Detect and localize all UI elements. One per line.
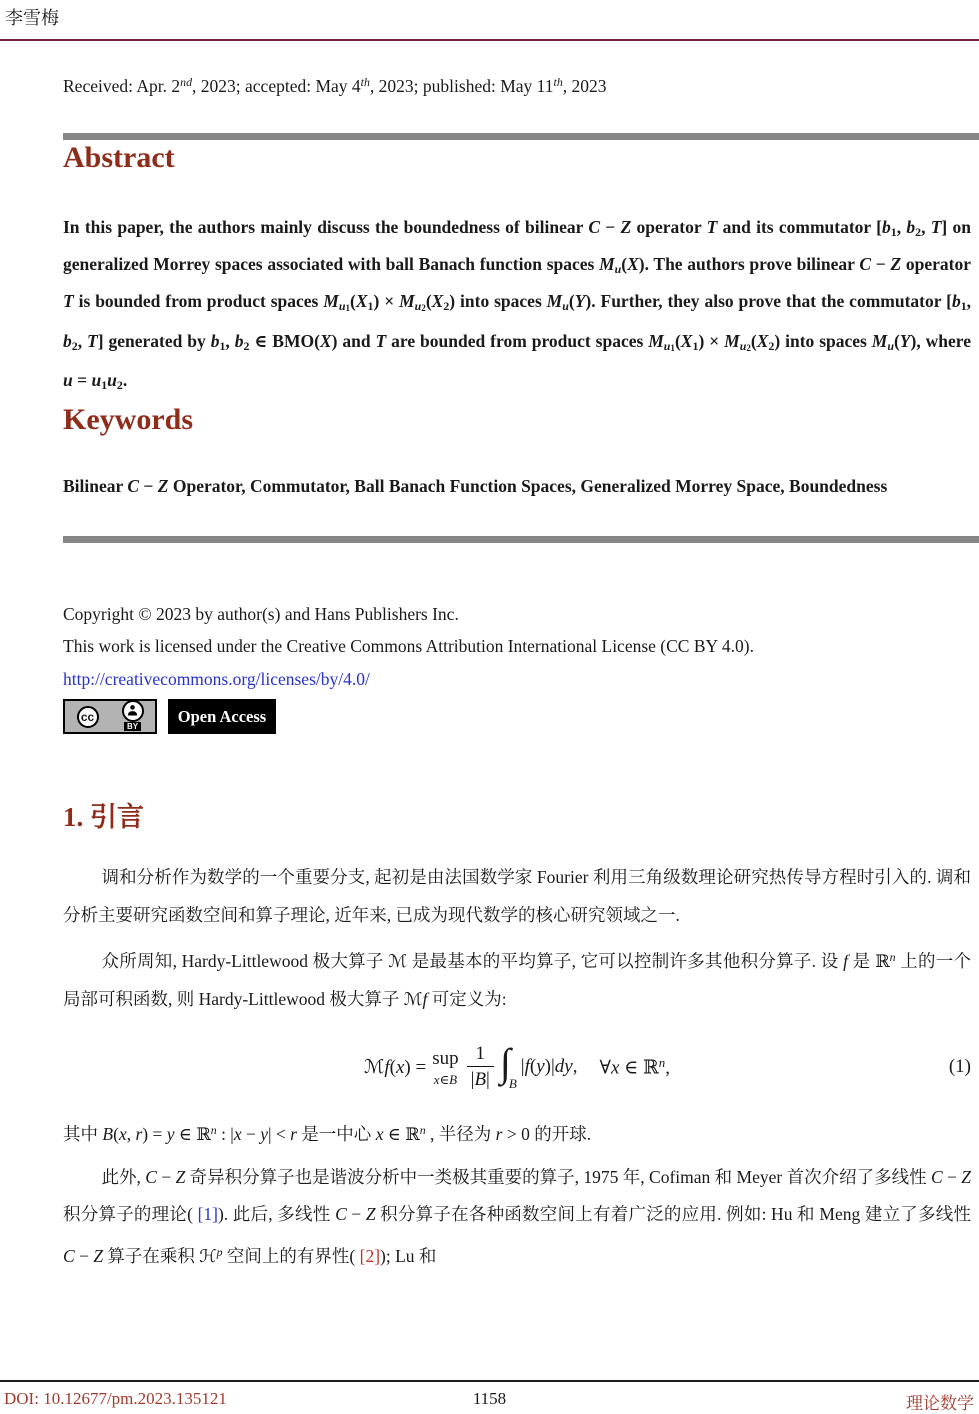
equation-1	[63, 1028, 971, 1106]
keywords-heading: Keywords	[63, 402, 193, 436]
divider-bar	[63, 536, 979, 543]
open-access-label: Open Access	[177, 706, 267, 726]
integral-icon: $\int_B$	[499, 1039, 517, 1091]
by-label: BY	[124, 722, 141, 731]
running-head-author: 李雪梅	[5, 8, 59, 28]
license-statement: This work is licensed under the Creative Commons Attribution International License (CC BY 4.0).	[63, 636, 754, 657]
keywords-text: Bilinear C − Z Operator, Commutator, Ball Banach Function Spaces, Generalized Morrey Space, Boundedness	[63, 475, 888, 496]
attribution-person-icon	[122, 700, 144, 722]
license-url-link[interactable]: http://creativecommons.org/licenses/by/4.0/	[63, 668, 370, 689]
cc-by-badge[interactable]	[63, 699, 157, 734]
intro-paragraph-3: 此外, C − Z 奇异积分算子也是谐波分析中一类极其重要的算子, 1975 年, Cofiman 和 Meyer 首次介绍了多线性 C − Z 积分算子的理论( [1]). 此后, 多线性 C − Z 积分算子在各种函数空间上有着广泛的应用. 例如: Hu 和 Meng 建立了多线性 C − Z 算子在乘积 ℋ$^p$ 空间上的有界性( [2]); Lu 和	[63, 1166, 972, 1266]
page-number: 1158	[472, 1389, 507, 1408]
journal-name: 理论数学	[906, 1394, 974, 1413]
abstract-heading: Abstract	[63, 140, 175, 174]
intro-paragraph-1: 调和分析作为数学的一个重要分支, 起初是由法国数学家 Fourier 利用三角级数理论研究热传导方程时引入的. 调和分析主要研究函数空间和算子理论, 近年来, 已成为现代数学的核心研究领域之一.	[63, 867, 971, 925]
received-dates-line: Received: Apr. 2nd, 2023; accepted: May 4th, 2023; published: May 11th, 2023	[63, 75, 607, 96]
divider-bar	[63, 133, 979, 140]
intro-paragraph-2: 众所周知, Hardy-Littlewood 极大算子 ℳ 是最基本的平均算子, 它可以控制许多其他积分算子. 设 f 是 ℝ$^n$ 上的一个局部可积函数, 则 Hardy-Littlewood 极大算子 ℳf 可定义为:	[63, 950, 972, 1009]
page-footer	[0, 1389, 979, 1413]
cc-icon: cc	[77, 706, 99, 728]
copyright-line: Copyright © 2023 by author(s) and Hans Publishers Inc.	[63, 603, 459, 624]
after-formula-text: 其中 B(x, r) = y ∈ ℝ$^n$ : |x − y| < r 是一中心 x ∈ ℝ$^n$ , 半径为 r > 0 的开球.	[63, 1123, 592, 1144]
section-1-heading: 1. 引言	[63, 802, 144, 833]
integrand: |f(y)|dy,	[520, 1056, 578, 1078]
abstract-text: In this paper, the authors mainly discuss the boundedness of bilinear C − Z operator T and its commutator [$b_1$, $b_2$, T] on generalized Morrey spaces associated with ball Banach function spaces $M_u(X)$. The authors prove bilinear C − Z operator T is bounded from product spaces $M_{u1}(X_1) \times M_{u2}(X_2)$ into spaces $M_u(Y)$. Further, they also prove that the commutator [$b_1$, $b_2$, T] generated by $b_1$, $b_2$ ∈ BMO(X) and T are bounded from product spaces $M_{u1}(X_1) \times M_{u2}(X_2)$ into spaces $M_u(Y)$, where $u = u_1u_2$.	[63, 216, 972, 393]
header-rule	[0, 39, 979, 41]
equation-lhs: ℳf(x) =	[364, 1056, 427, 1078]
open-access-badge[interactable]	[168, 699, 276, 734]
footer-rule	[0, 1380, 979, 1382]
equation-number: (1)	[948, 1056, 971, 1078]
fraction: $\frac{1}{|B|}$	[467, 1042, 494, 1092]
sup-operator: sup x∈B	[432, 1047, 459, 1087]
doi-text: DOI: 10.12677/pm.2023.135121	[4, 1389, 227, 1408]
equation-condition: ∀x ∈ ℝ$^n$,	[599, 1054, 670, 1079]
